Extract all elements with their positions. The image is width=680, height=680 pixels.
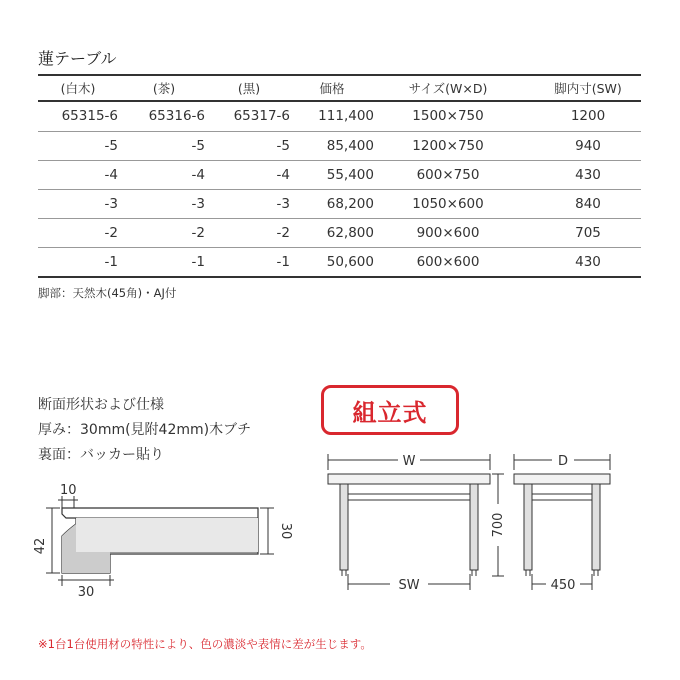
cell-size: 600×600 xyxy=(416,254,480,270)
cell-price: 55,400 xyxy=(326,167,374,183)
dim-right-30: 30 xyxy=(278,522,293,540)
cell-white-code: -4 xyxy=(104,167,118,183)
table-row xyxy=(38,189,641,219)
cell-black-code: -2 xyxy=(276,225,290,241)
cell-black-code: -4 xyxy=(276,167,290,183)
cell-brown-code: -4 xyxy=(191,167,205,183)
dim-top-10: 10 xyxy=(60,483,77,498)
assembly-badge: 組立式 xyxy=(321,385,459,435)
table-bottom-rule xyxy=(38,276,641,278)
header-leg-inner: 脚内寸(SW) xyxy=(554,81,622,96)
cell-white-code: -3 xyxy=(104,196,118,212)
cell-leg-inner: 430 xyxy=(575,167,601,183)
product-title: 蓮テーブル xyxy=(38,49,117,68)
side-view-diagram xyxy=(506,448,626,598)
cell-leg-inner: 940 xyxy=(575,138,601,154)
cell-black-code: -1 xyxy=(276,254,290,270)
cell-price: 50,600 xyxy=(326,254,374,270)
cell-price: 111,400 xyxy=(318,108,374,124)
dim-depth-d: D xyxy=(557,454,569,469)
header-brown: (茶) xyxy=(152,81,176,96)
dim-leg-span-450: 450 xyxy=(550,578,576,593)
leg-note: 脚部：天然木(45角)・AJ付 xyxy=(38,286,177,300)
table-header-row xyxy=(38,77,641,99)
dim-height-700: 700 xyxy=(491,512,506,538)
cell-size: 1500×750 xyxy=(412,108,484,124)
table-row xyxy=(38,101,641,131)
cell-leg-inner: 840 xyxy=(575,196,601,212)
cell-black-code: -5 xyxy=(276,138,290,154)
cell-black-code: -3 xyxy=(276,196,290,212)
cell-brown-code: -5 xyxy=(191,138,205,154)
cell-size: 900×600 xyxy=(416,225,480,241)
table-top-rule xyxy=(38,74,641,76)
table-row xyxy=(38,131,641,161)
cell-size: 1200×750 xyxy=(412,138,484,154)
cell-black-code: 65317-6 xyxy=(233,108,290,124)
dim-leg-span-sw: SW xyxy=(398,578,420,593)
cell-white-code: -1 xyxy=(104,254,118,270)
cell-brown-code: -3 xyxy=(191,196,205,212)
header-price: 価格 xyxy=(319,81,345,96)
spec-backing: 裏面：バッカー貼り xyxy=(38,447,164,463)
table-row xyxy=(38,218,641,248)
spec-heading: 断面形状および仕様 xyxy=(38,397,164,413)
cell-white-code: -5 xyxy=(104,138,118,154)
cell-price: 68,200 xyxy=(326,196,374,212)
cell-brown-code: 65316-6 xyxy=(148,108,205,124)
dim-width-w: W xyxy=(402,454,416,469)
cell-leg-inner: 1200 xyxy=(570,108,606,124)
cell-white-code: 65315-6 xyxy=(61,108,118,124)
header-white-wood: (白木) xyxy=(60,81,96,96)
dim-bottom-30: 30 xyxy=(77,585,95,600)
spec-thickness: 厚み：30mm(見附42mm)木ブチ xyxy=(38,422,252,438)
cell-white-code: -2 xyxy=(104,225,118,241)
table-row xyxy=(38,247,641,277)
cell-leg-inner: 430 xyxy=(575,254,601,270)
dim-left-42: 42 xyxy=(33,537,48,555)
cell-brown-code: -1 xyxy=(191,254,205,270)
cell-price: 85,400 xyxy=(326,138,374,154)
header-size: サイズ(W×D) xyxy=(408,81,488,96)
table-row xyxy=(38,160,641,190)
front-view-diagram xyxy=(318,448,508,598)
cell-brown-code: -2 xyxy=(191,225,205,241)
cell-size: 1050×600 xyxy=(412,196,484,212)
cell-price: 62,800 xyxy=(326,225,374,241)
cross-section-diagram xyxy=(33,478,293,600)
cell-leg-inner: 705 xyxy=(575,225,601,241)
footer-note: ※1台1台使用材の特性により、色の濃淡や表情に差が生じます。 xyxy=(38,637,372,651)
cell-size: 600×750 xyxy=(416,167,480,183)
header-black: (黒) xyxy=(237,81,261,96)
